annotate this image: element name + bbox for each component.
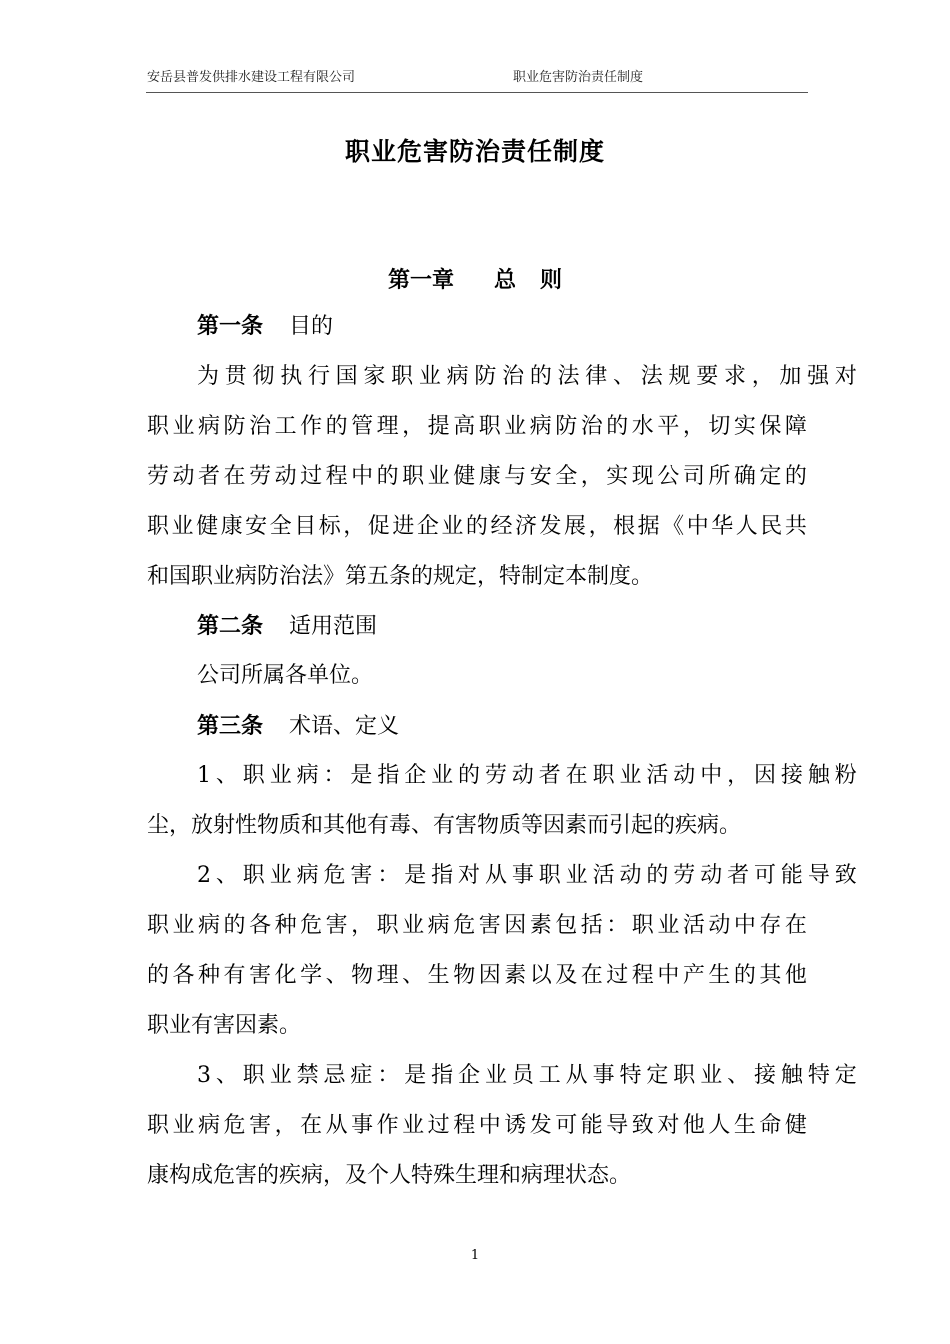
chapter-name-2: 则: [540, 267, 563, 293]
paragraph-line: 2 、 职 业 病 危 害 ： 是 指 对 从 事 职 业 活 动 的 劳 动 者 可 能 导 致: [197, 863, 857, 888]
chapter-name-1: 总: [493, 267, 516, 293]
article-label: 第一条: [197, 313, 264, 339]
paragraph-line: 为 贯 彻 执 行 国 家 职 业 病 防 治 的 法 律 、 法 规 要 求 ， 加 强 对: [197, 364, 857, 389]
page-header: [147, 66, 807, 86]
document-title: 职业危害防治责任制度: [344, 137, 605, 166]
paragraph-line: 职业有害因素。: [147, 1013, 302, 1038]
article-title: 目的: [289, 314, 334, 339]
paragraph-line: 的 各 种 有 害 化 学 、 物 理 、 生 物 因 素 以 及 在 过 程 中 产 生 的 其 他: [147, 963, 807, 988]
header-company: 安岳县普发供排水建设工程有限公司: [147, 70, 356, 85]
page-number: 1: [470, 1248, 480, 1263]
header-doc-name: 职业危害防治责任制度: [513, 70, 644, 85]
paragraph-line: 职 业 病 防 治 工 作 的 管 理 ， 提 高 职 业 病 防 治 的 水 平 ， 切 实 保 障: [147, 414, 807, 439]
chapter-number: 第一章: [387, 267, 454, 293]
paragraph-line: 1 、 职 业 病 ： 是 指 企 业 的 劳 动 者 在 职 业 活 动 中 ， 因 接 触 粉: [197, 763, 857, 788]
paragraph-line: 职 业 健 康 安 全 目 标 ， 促 进 企 业 的 经 济 发 展 ， 根 据 《 中 华 人 民 共: [147, 514, 807, 539]
paragraph-line: 职 业 病 的 各 种 危 害 ， 职 业 病 危 害 因 素 包 括 ： 职 业 活 动 中 存 在: [147, 913, 807, 938]
chapter-heading: [0, 263, 950, 294]
article-label: 第三条: [197, 713, 264, 739]
article-title: 术语、定义: [289, 714, 400, 739]
article-heading: [147, 711, 857, 741]
paragraph-line: 尘，放射性物质和其他有毒、有害物质等因素而引起的疾病。: [147, 813, 742, 838]
header-divider: [146, 92, 808, 93]
paragraph-line: 康构成危害的疾病，及个人特殊生理和病理状态。: [147, 1163, 632, 1188]
paragraph-line: 和国职业病防治法》第五条的规定，特制定本制度。: [147, 564, 654, 589]
paragraph-line: 劳 动 者 在 劳 动 过 程 中 的 职 业 健 康 与 安 全 ， 实 现 公 司 所 确 定 的: [147, 464, 807, 489]
article-heading: [147, 311, 857, 341]
article-title: 适用范围: [289, 614, 378, 639]
article-label: 第二条: [197, 613, 264, 639]
paragraph-line: 公司所属各单位。: [197, 663, 374, 688]
paragraph-line: 职 业 病 危 害 ， 在 从 事 作 业 过 程 中 诱 发 可 能 导 致 对 他 人 生 命 健: [147, 1113, 807, 1138]
article-heading: [147, 611, 857, 641]
paragraph-line: 3 、 职 业 禁 忌 症 ： 是 指 企 业 员 工 从 事 特 定 职 业 、 接 触 特 定: [197, 1063, 857, 1088]
